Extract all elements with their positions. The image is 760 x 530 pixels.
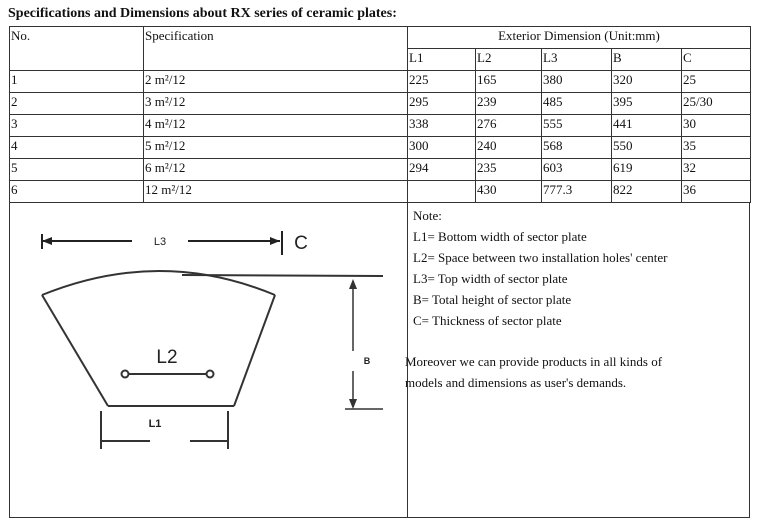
notes-heading: Note: [413,208,442,223]
cell-l2: 235 [476,159,542,181]
table-row [10,137,751,159]
cell-spec: 3 m²/12 [144,93,408,115]
sector-plate-diagram [10,205,395,505]
sector-plate-outline [42,271,383,406]
cell-l3: 380 [542,71,612,93]
header-l3: L3 [542,49,612,71]
cell-b: 822 [612,181,682,203]
l1-dimension-line [101,411,228,449]
cell-l1: 295 [408,93,476,115]
cell-l2: 276 [476,115,542,137]
l2-label: L2 [156,347,178,368]
cell-spec: 6 m²/12 [144,159,408,181]
l1-label: L1 [148,418,162,430]
header-exterior-dimension: Exterior Dimension (Unit:mm) [408,27,751,49]
cell-c: 32 [682,159,751,181]
cell-l3: 777.3 [542,181,612,203]
cell-no: 4 [10,137,144,159]
cell-l1: 225 [408,71,476,93]
note-item: L3= Top width of sector plate [413,271,568,286]
cell-l2: 239 [476,93,542,115]
page-title: Specifications and Dimensions about RX series of ceramic plates: [8,6,397,21]
cell-l2: 165 [476,71,542,93]
c-label: C [294,233,308,254]
cell-b: 395 [612,93,682,115]
cell-b: 441 [612,115,682,137]
cell-l1: 294 [408,159,476,181]
notes-footer-line: models and dimensions as user's demands. [405,375,627,390]
cell-no: 6 [10,181,144,203]
table-header-row [10,27,751,49]
header-l2: L2 [476,49,542,71]
cell-l3: 485 [542,93,612,115]
l2-holes-line [122,371,214,378]
cell-c: 25/30 [682,93,751,115]
cell-no: 1 [10,71,144,93]
cell-spec: 4 m²/12 [144,115,408,137]
cell-l1: 300 [408,137,476,159]
cell-b: 320 [612,71,682,93]
spec-table [9,26,751,203]
cell-no: 5 [10,159,144,181]
cell-no: 3 [10,115,144,137]
cell-l3: 568 [542,137,612,159]
header-c: C [682,49,751,71]
cell-l2: 240 [476,137,542,159]
l3-label: L3 [153,236,167,248]
header-specification: Specification [144,27,408,71]
table-row [10,71,751,93]
cell-l3: 555 [542,115,612,137]
cell-no: 2 [10,93,144,115]
table-row [10,181,751,203]
table-row [10,115,751,137]
cell-spec: 5 m²/12 [144,137,408,159]
cell-c: 25 [682,71,751,93]
cell-c: 36 [682,181,751,203]
cell-l1: 338 [408,115,476,137]
b-dimension-line [345,279,383,409]
table-row [10,159,751,181]
note-item: L2= Space between two installation holes' center [413,250,668,265]
cell-l3: 603 [542,159,612,181]
note-item: L1= Bottom width of sector plate [413,229,587,244]
cell-spec: 12 m²/12 [144,181,408,203]
cell-l1 [408,181,476,203]
notes-panel [405,205,667,393]
cell-l2: 430 [476,181,542,203]
header-no: No. [10,27,144,71]
cell-c: 30 [682,115,751,137]
cell-b: 619 [612,159,682,181]
note-item: B= Total height of sector plate [413,292,572,307]
cell-b: 550 [612,137,682,159]
notes-footer-line: Moreover we can provide products in all kinds of [405,354,663,369]
cell-spec: 2 m²/12 [144,71,408,93]
b-label: B [363,356,371,366]
cell-c: 35 [682,137,751,159]
header-b: B [612,49,682,71]
header-l1: L1 [408,49,476,71]
note-item: C= Thickness of sector plate [413,313,562,328]
table-row [10,93,751,115]
